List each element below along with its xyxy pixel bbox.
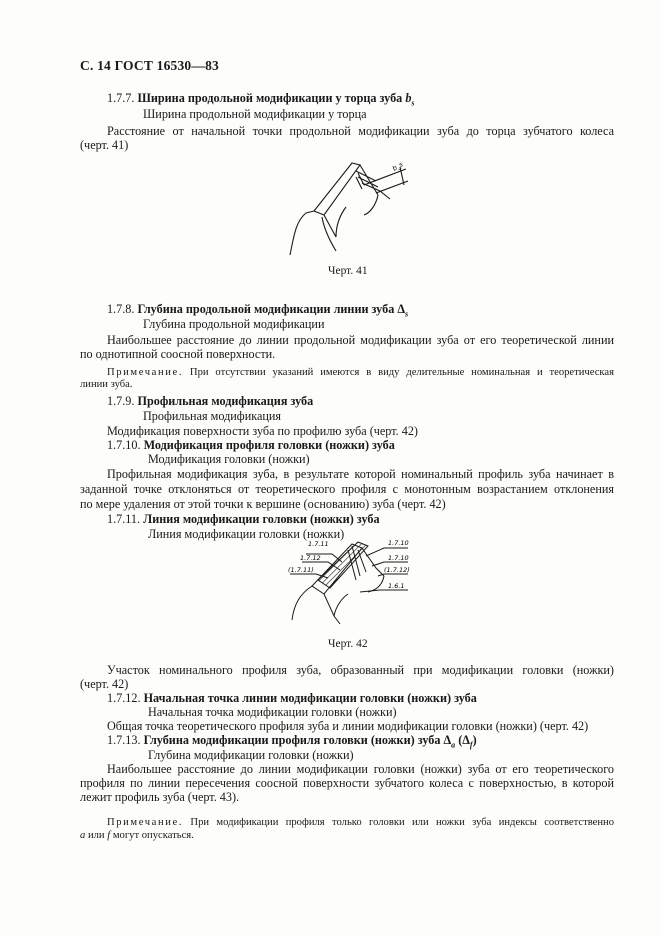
term-symbol: Δ <box>397 302 406 316</box>
definition-1-7-10-line2: заданной точке отклоняться от теоретического профиля с монотонным возрастанием отклонения <box>80 482 614 496</box>
term-1-7-11 <box>107 512 380 527</box>
figure-41-label: b_s <box>391 160 405 173</box>
figure-42-drawing <box>288 532 410 626</box>
definition-1-7-10-line3: по мере удаления от этой точки к вершине (основанию) зуба (черт. 42) <box>80 497 446 511</box>
term-title: Глубина продольной модификации линии зуба <box>137 302 398 316</box>
clause-number: 1.7.7. <box>107 91 135 105</box>
term-1-7-12 <box>107 691 477 706</box>
figure-41-caption: Черт. 41 <box>328 265 368 277</box>
clause-number: 1.7.8. <box>107 302 135 316</box>
synonym-1-7-12: Начальная точка модификации головки (ножки) <box>148 705 397 719</box>
definition-1-7-13-line3: лежит профиль зуба (черт. 43). <box>80 790 240 804</box>
figure-42-label: (1.7.12) <box>384 566 410 574</box>
clause-number: 1.7.11. <box>107 512 141 526</box>
definition-1-7-12: Общая точка теоретического профиля зуба и линии модификации головки (ножки) (черт. 42) <box>107 719 589 733</box>
definition-1-7-9: Модификация поверхности зуба по профилю зуба (черт. 42) <box>107 424 418 438</box>
figure-42-label: 1.7.11 <box>308 540 329 548</box>
term-title: Начальная точка линии модификации головки (ножки) зуба <box>143 691 477 705</box>
definition-1-7-13-line1: Наибольшее расстояние до линии модификации головки (ножки) зуба от его теоретического <box>107 762 614 776</box>
note-label: Примечание. <box>107 817 184 828</box>
definition-1-7-11-line1: Участок номинального профиля зуба, образованный при модификации головки (ножки) <box>107 663 614 677</box>
synonym-1-7-7: Ширина продольной модификации у торца <box>143 107 367 121</box>
figure-42-label: 1.7.12 <box>300 554 321 562</box>
term-title: Глубина модификации профиля головки (ножки) зуба <box>143 733 444 747</box>
note-2-line2: a или f могут опускаться. <box>80 830 194 841</box>
figure-41-drawing <box>280 155 420 260</box>
figure-42-label: 1.6.1 <box>388 582 405 590</box>
definition-1-7-7-line2: (черт. 41) <box>80 138 129 152</box>
figure-42-label: (1.7.11) <box>288 566 314 574</box>
term-title: Профильная модификация зуба <box>137 394 314 408</box>
clause-number: 1.7.12. <box>107 691 141 705</box>
figure-42-label: 1.7.10 <box>388 539 409 547</box>
definition-1-7-13-line2: профиля по линии пересечения соосной поверхности зубчатого колеса с поверхностью, в которой <box>80 776 614 790</box>
term-title: Линия модификации головки (ножки) зуба <box>143 512 380 526</box>
figure-42-label: 1.7.10 <box>388 554 409 562</box>
synonym-1-7-11: Линия модификации головки (ножки) <box>148 527 345 541</box>
term-1-7-9 <box>107 394 313 409</box>
clause-number: 1.7.13. <box>107 733 141 747</box>
term-symbol-sub: s <box>405 309 409 319</box>
synonym-1-7-10: Модификация головки (ножки) <box>148 452 310 466</box>
term-1-7-10 <box>107 438 395 453</box>
synonym-1-7-9: Профильная модификация <box>143 409 282 423</box>
synonym-1-7-13: Глубина модификации головки (ножки) <box>148 748 354 762</box>
term-title: Модификация профиля головки (ножки) зуба <box>143 438 395 452</box>
note-1-line2: линии зуба. <box>80 379 133 390</box>
note-2-line1: Примечание. При модификации профиля только головки или ножки зуба индексы соответственно <box>107 817 614 828</box>
figure-42-caption: Черт. 42 <box>328 638 368 650</box>
term-symbol-sub: s <box>411 98 415 108</box>
page-header: С. 14 ГОСТ 16530—83 <box>80 58 219 73</box>
synonym-1-7-8: Глубина продольной модификации <box>143 317 325 331</box>
term-symbol: b <box>405 91 412 105</box>
term-title: Ширина продольной модификации у торца зуба <box>137 91 406 105</box>
definition-1-7-11-line2: (черт. 42) <box>80 677 129 691</box>
clause-number: 1.7.10. <box>107 438 141 452</box>
definition-1-7-8-line2: по однотипной соосной поверхности. <box>80 347 276 361</box>
note-label: Примечание. <box>107 367 184 378</box>
note-1-line1: Примечание. При отсутствии указаний имеются в виду делительные номинальная и теоретическая <box>107 367 614 378</box>
definition-1-7-7-line1: Расстояние от начальной точки продольной модификации зуба до торца зубчатого колеса <box>107 124 614 138</box>
definition-1-7-8-line1: Наибольшее расстояние до линии продольной модификации зуба от его теоретической линии <box>107 333 614 347</box>
definition-1-7-10-line1: Профильная модификация зуба, в результате которой номинальный профиль зуба начинает в <box>107 467 614 481</box>
term-1-7-13: 1.7.13. Глубина модификации профиля головки (ножки) зуба $\Delta_a$ $(\Delta_f)$ <box>107 733 477 750</box>
clause-number: 1.7.9. <box>107 394 135 408</box>
